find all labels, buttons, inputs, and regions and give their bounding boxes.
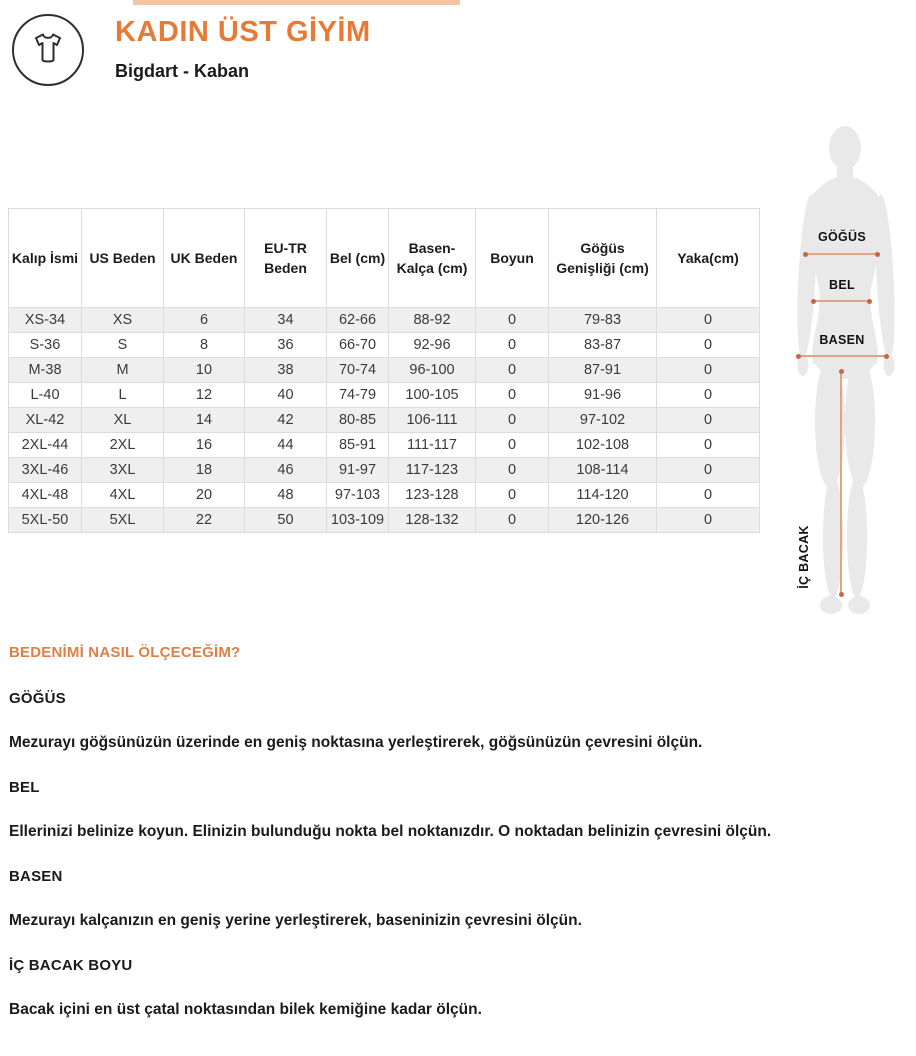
guide-section-title: GÖĞÜS xyxy=(9,690,66,707)
category-icon-circle xyxy=(12,14,84,86)
size-cell: 4XL xyxy=(82,483,164,508)
size-row xyxy=(9,383,760,408)
product-subtitle: Bigdart - Kaban xyxy=(115,61,250,81)
size-cell: 0 xyxy=(657,483,760,508)
size-cell: 0 xyxy=(476,308,549,333)
size-cell: 0 xyxy=(476,458,549,483)
size-cell: 0 xyxy=(476,383,549,408)
size-cell: 96-100 xyxy=(389,358,476,383)
size-cell: 18 xyxy=(164,458,245,483)
size-cell: XL xyxy=(82,408,164,433)
guide-section-title: İÇ BACAK BOYU xyxy=(9,957,133,974)
size-cell: 48 xyxy=(245,483,327,508)
size-cell: 3XL-46 xyxy=(9,458,82,483)
size-cell: 12 xyxy=(164,383,245,408)
size-cell: 0 xyxy=(476,483,549,508)
size-cell: 46 xyxy=(245,458,327,483)
size-cell: 2XL xyxy=(82,433,164,458)
size-cell: 117-123 xyxy=(389,458,476,483)
measure-guide xyxy=(9,644,907,1046)
size-cell: 8 xyxy=(164,333,245,358)
size-cell: 0 xyxy=(657,433,760,458)
size-cell: 79-83 xyxy=(549,308,657,333)
size-cell: 74-79 xyxy=(327,383,389,408)
guide-heading: BEDENİMİ NASIL ÖLÇECEĞİM? xyxy=(9,644,241,661)
size-cell: 2XL-44 xyxy=(9,433,82,458)
column-header: Bel (cm) xyxy=(327,209,389,308)
column-header: Basen-Kalça (cm) xyxy=(389,209,476,308)
inseam-measure-line xyxy=(840,371,842,595)
chest-label: GÖĞÜS xyxy=(817,230,867,244)
size-cell: XS-34 xyxy=(9,308,82,333)
size-cell: 34 xyxy=(245,308,327,333)
size-cell: 100-105 xyxy=(389,383,476,408)
size-cell: 3XL xyxy=(82,458,164,483)
page-title: KADIN ÜST GİYİM xyxy=(115,16,371,48)
hip-measure-line xyxy=(798,355,887,357)
column-header: EU-TR Beden xyxy=(245,209,327,308)
size-cell: 66-70 xyxy=(327,333,389,358)
size-cell: 0 xyxy=(657,508,760,533)
size-table xyxy=(8,208,760,533)
size-row xyxy=(9,483,760,508)
size-cell: 114-120 xyxy=(549,483,657,508)
body-figure xyxy=(777,122,916,622)
size-cell: 44 xyxy=(245,433,327,458)
column-header: Kalıp İsmi xyxy=(9,209,82,308)
guide-section-text: Mezurayı göğsünüzün üzerinde en geniş noktasına yerleştirerek, göğsünüzün çevresini ölçün. xyxy=(9,734,703,751)
size-cell: 0 xyxy=(657,408,760,433)
waist-measure-line xyxy=(813,300,870,302)
size-cell: 16 xyxy=(164,433,245,458)
size-row xyxy=(9,308,760,333)
size-cell: M-38 xyxy=(9,358,82,383)
size-cell: 70-74 xyxy=(327,358,389,383)
size-row xyxy=(9,433,760,458)
size-cell: 0 xyxy=(657,358,760,383)
guide-section-text: Ellerinizi belinize koyun. Elinizin bulunduğu nokta bel noktanızdır. O noktadan belinizin çevresini ölçün. xyxy=(9,823,772,840)
guide-section-title: BASEN xyxy=(9,868,63,885)
tshirt-icon xyxy=(25,25,71,76)
size-cell: S xyxy=(82,333,164,358)
size-cell: 103-109 xyxy=(327,508,389,533)
column-header: Yaka(cm) xyxy=(657,209,760,308)
column-header: Boyun xyxy=(476,209,549,308)
size-cell: L xyxy=(82,383,164,408)
size-cell: 102-108 xyxy=(549,433,657,458)
size-cell: M xyxy=(82,358,164,383)
size-cell: XL-42 xyxy=(9,408,82,433)
size-cell: 123-128 xyxy=(389,483,476,508)
size-cell: 10 xyxy=(164,358,245,383)
size-row xyxy=(9,333,760,358)
size-cell: 36 xyxy=(245,333,327,358)
size-cell: 111-117 xyxy=(389,433,476,458)
size-cell: 97-103 xyxy=(327,483,389,508)
size-cell: 120-126 xyxy=(549,508,657,533)
size-cell: 14 xyxy=(164,408,245,433)
size-cell: 22 xyxy=(164,508,245,533)
size-row xyxy=(9,458,760,483)
size-cell: 0 xyxy=(657,308,760,333)
size-cell: 0 xyxy=(476,333,549,358)
size-cell: 42 xyxy=(245,408,327,433)
size-cell: 0 xyxy=(476,408,549,433)
size-cell: S-36 xyxy=(9,333,82,358)
column-header: UK Beden xyxy=(164,209,245,308)
size-cell: 0 xyxy=(476,508,549,533)
hip-label: BASEN xyxy=(819,333,865,347)
size-row xyxy=(9,408,760,433)
size-cell: 91-97 xyxy=(327,458,389,483)
waist-label: BEL xyxy=(829,278,855,292)
size-cell: 0 xyxy=(476,433,549,458)
size-cell: 88-92 xyxy=(389,308,476,333)
size-cell: 87-91 xyxy=(549,358,657,383)
size-cell: 106-111 xyxy=(389,408,476,433)
size-cell: 128-132 xyxy=(389,508,476,533)
size-cell: 62-66 xyxy=(327,308,389,333)
size-cell: 97-102 xyxy=(549,408,657,433)
guide-section-text: Mezurayı kalçanızın en geniş yerine yerleştirerek, baseninizin çevresini ölçün. xyxy=(9,912,582,929)
size-cell: 0 xyxy=(657,383,760,408)
size-cell: 80-85 xyxy=(327,408,389,433)
measure-guide-sections xyxy=(9,690,907,1019)
inseam-label: İÇ BACAK xyxy=(797,525,811,589)
size-row xyxy=(9,508,760,533)
column-header: Göğüs Genişliği (cm) xyxy=(549,209,657,308)
size-cell: 20 xyxy=(164,483,245,508)
size-cell: 108-114 xyxy=(549,458,657,483)
size-cell: 83-87 xyxy=(549,333,657,358)
size-cell: 85-91 xyxy=(327,433,389,458)
guide-section-text: Bacak içini en üst çatal noktasından bilek kemiğine kadar ölçün. xyxy=(9,1001,482,1018)
size-row xyxy=(9,358,760,383)
size-table-header-row xyxy=(9,209,760,308)
column-header: US Beden xyxy=(82,209,164,308)
decorative-top-bar xyxy=(133,0,460,5)
size-cell: 91-96 xyxy=(549,383,657,408)
size-cell: 5XL-50 xyxy=(9,508,82,533)
guide-section-title: BEL xyxy=(9,779,40,796)
size-cell: L-40 xyxy=(9,383,82,408)
size-cell: 40 xyxy=(245,383,327,408)
size-cell: 5XL xyxy=(82,508,164,533)
size-cell: 92-96 xyxy=(389,333,476,358)
size-cell: XS xyxy=(82,308,164,333)
size-cell: 38 xyxy=(245,358,327,383)
chest-measure-line xyxy=(805,253,878,255)
size-cell: 4XL-48 xyxy=(9,483,82,508)
size-cell: 0 xyxy=(476,358,549,383)
size-cell: 6 xyxy=(164,308,245,333)
size-cell: 0 xyxy=(657,458,760,483)
size-cell: 50 xyxy=(245,508,327,533)
size-cell: 0 xyxy=(657,333,760,358)
